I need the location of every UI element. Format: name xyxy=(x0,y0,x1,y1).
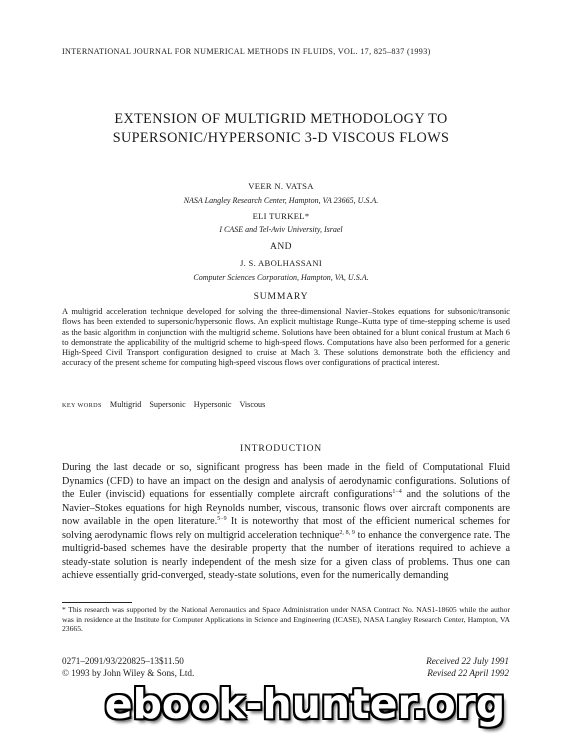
author-affiliation: I CASE and Tel-Aviv University, Israel xyxy=(219,225,343,234)
author-affiliation: Computer Sciences Corporation, Hampton, VA, U.S.A. xyxy=(193,273,369,282)
watermark: ebook-hunter.org xyxy=(104,680,506,728)
citation-superscript: 1−4 xyxy=(392,489,402,496)
received-dates xyxy=(426,655,509,679)
keyword-term: Hypersonic xyxy=(193,400,232,409)
citation-superscript: 5−9 xyxy=(217,516,227,523)
author-affiliation: NASA Langley Research Center, Hampton, VA 23665, U.S.A. xyxy=(183,196,379,205)
publication-code: 0271–2091/93/220825–13$11.50 xyxy=(62,656,184,666)
footnote-rule xyxy=(62,602,132,603)
and-separator: AND xyxy=(269,242,293,252)
summary-heading: SUMMARY xyxy=(253,291,309,302)
footnote: * This research was supported by the National Aeronautics and Space Administration under NASA Contract No. NAS1-18605 while the author was in residence at the Institute for Computer Applications in Science and Engineering (ICASE), NASA Langley Research Center, Hampton, VA 23665. xyxy=(62,605,510,634)
keywords-line xyxy=(62,400,271,409)
author-name: VEER N. VATSA xyxy=(248,181,314,191)
keyword-term: Viscous xyxy=(239,400,266,409)
introduction-paragraph xyxy=(62,461,510,583)
keyword-term: Multigrid xyxy=(109,400,142,409)
revised-date: Revised 22 April 1992 xyxy=(427,668,509,678)
received-date: Received 22 July 1991 xyxy=(426,656,509,666)
title-line-1: EXTENSION OF MULTIGRID METHODOLOGY TO xyxy=(114,111,448,127)
summary-text: A multigrid acceleration technique developed for solving the three-dimensional Navier–Stokes equations for subsonic/transonic flows has been extended to supersonic/hypersonic flows. An explicit multistage Runge–Kutta type of time-stepping scheme is used as the basic algorithm in conjunction with the multigrid scheme. Solutions have been obtained for a blunt conical frustum at Mach 6 to demonstrate the applicability of the multigrid scheme to high-speed flows. Computations have also been performed for a generic High-Speed Civil Transport configuration designed to cruise at Mach 3. These solutions demonstrate both the efficiency and accuracy of the present scheme for computing high-speed viscous flows over configurations of practical interest. xyxy=(62,307,510,368)
intro-text-1: During the last decade or so, significant progress has been made in the field of Computational Fluid Dynamics (CFD) to have an impact on the design and analysis of aerodynamic configurations. Solutions of the Euler (inviscid) equations for essentially complete aircraft configurations xyxy=(62,462,510,501)
intro-text-3: It is noteworthy that most of the efficient numerical schemes for solving aerodynamic flows rely on multigrid acceleration technique xyxy=(62,516,510,541)
paper-title xyxy=(0,110,562,148)
intro-text-4: to enhance the convergence rate. The multigrid-based schemes have the desirable property that the number of iterations required to achieve a steady-state solution is nearly independent of the mesh size for a given class of problems. Thus one can achieve essentially grid-converged, steady-state solutions, even for the numerically demanding xyxy=(62,529,510,582)
copyright-line: © 1993 by John Wiley & Sons, Ltd. xyxy=(62,668,195,678)
introduction-heading: INTRODUCTION xyxy=(239,443,323,454)
publication-info xyxy=(62,655,194,679)
author-name: ELI TURKEL* xyxy=(252,211,310,221)
title-line-2: SUPERSONIC/HYPERSONIC 3-D VISCOUS FLOWS xyxy=(112,130,450,146)
keywords-label: KEY WORDS xyxy=(62,402,102,409)
journal-header: INTERNATIONAL JOURNAL FOR NUMERICAL METHODS IN FLUIDS, VOL. 17, 825–837 (1993) xyxy=(62,47,431,56)
intro-text-2: and the solutions of the Navier–Stokes equations for high Reynolds number, viscous, transonic flows over aircraft components are now available in the open literature. xyxy=(62,489,510,528)
keyword-term: Supersonic xyxy=(149,400,186,409)
citation-superscript: 2, 8, 9 xyxy=(339,529,355,536)
author-name: J. S. ABOLHASSANI xyxy=(240,258,322,268)
